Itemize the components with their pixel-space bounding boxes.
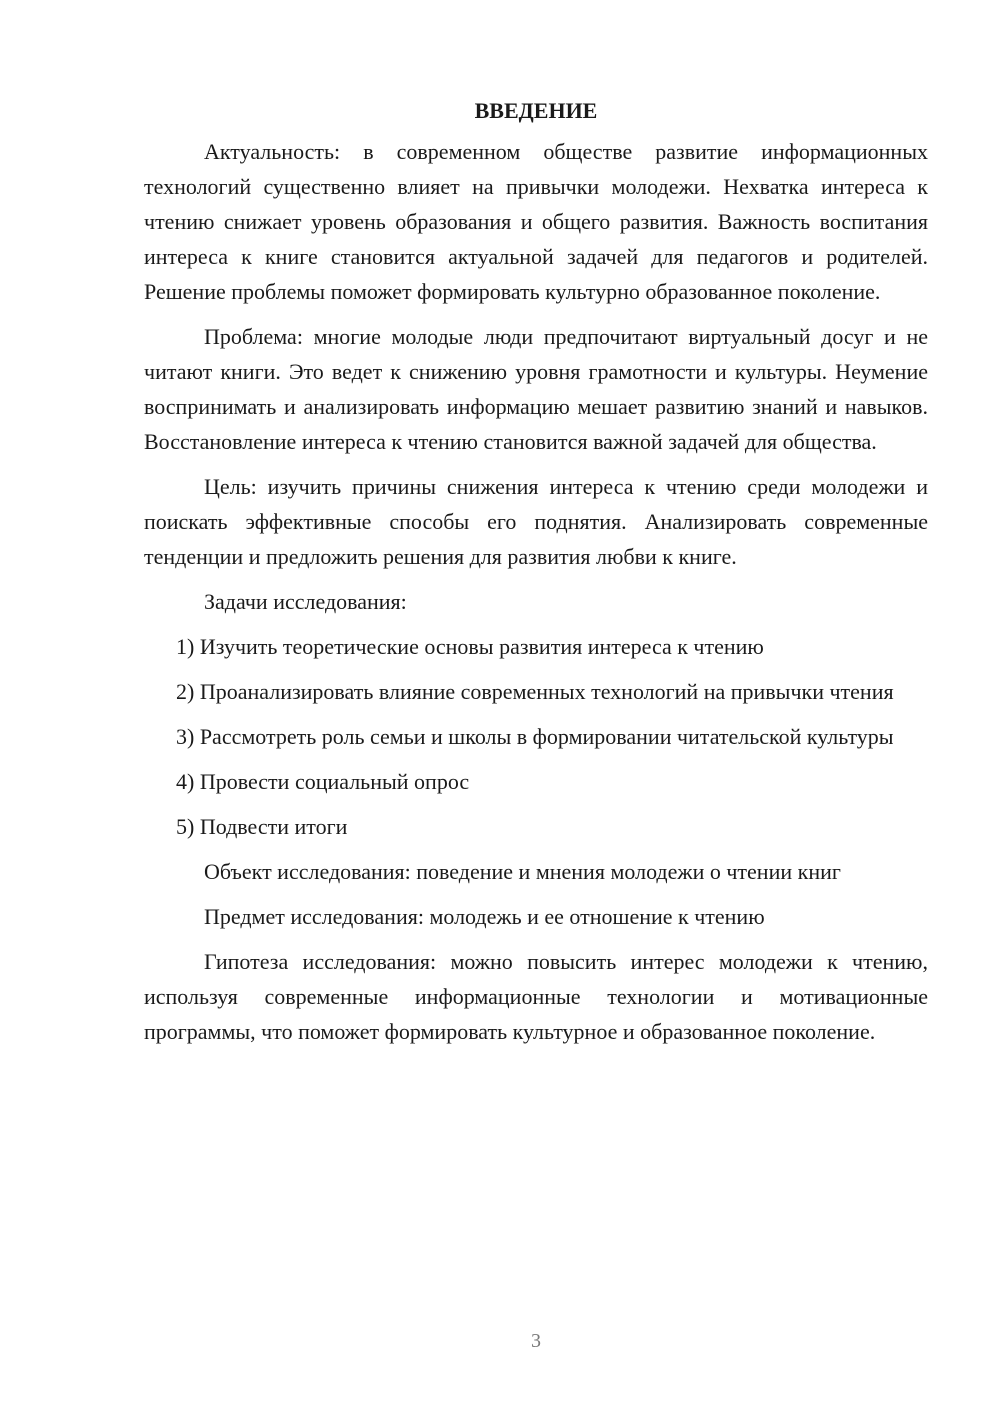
page-number: 3 xyxy=(531,1330,541,1352)
subject-paragraph: Предмет исследования: молодежь и ее отношение к чтению xyxy=(204,904,765,929)
document-page xyxy=(144,96,928,1049)
task-item-1: 1) Изучить теоретические основы развития интереса к чтению xyxy=(176,634,764,659)
task-item-2: 2) Проанализировать влияние современных технологий на привычки чтения xyxy=(176,679,894,704)
task-item-3: 3) Рассмотреть роль семьи и школы в формировании читательской культуры xyxy=(176,724,894,749)
problem-paragraph: Проблема: многие молодые люди предпочитают виртуальный досуг и не читают книги. Это ведет к снижению уровня грамотности и культуры. Неумение воспринимать и анализировать информацию мешает развитию знаний и навыков. Восстановление интереса к чтению становится важной задачей для общества. xyxy=(144,324,928,454)
goal-paragraph: Цель: изучить причины снижения интереса к чтению среди молодежи и поискать эффективные способы его поднятия. Анализировать современные тенденции и предложить решения для развития любви к книге. xyxy=(144,474,928,569)
tasks-heading: Задачи исследования: xyxy=(204,589,407,614)
task-item-5: 5) Подвести итоги xyxy=(176,814,348,839)
object-paragraph: Объект исследования: поведение и мнения молодежи о чтении книг xyxy=(204,859,841,884)
relevance-paragraph: Актуальность: в современном обществе развитие информационных технологий существенно влияет на привычки молодежи. Нехватка интереса к чтению снижает уровень образования и общего развития. Важность воспитания интереса к книге становится актуальной задачей для педагогов и родителей. Решение проблемы поможет формировать культурно образованное поколение. xyxy=(144,139,928,304)
hypothesis-paragraph: Гипотеза исследования: можно повысить интерес молодежи к чтению, используя современные информационные технологии и мотивационные программы, что поможет формировать культурное и образованное поколение. xyxy=(144,949,928,1044)
document-title: ВВЕДЕНИЕ xyxy=(474,98,598,123)
task-item-4: 4) Провести социальный опрос xyxy=(176,769,470,794)
